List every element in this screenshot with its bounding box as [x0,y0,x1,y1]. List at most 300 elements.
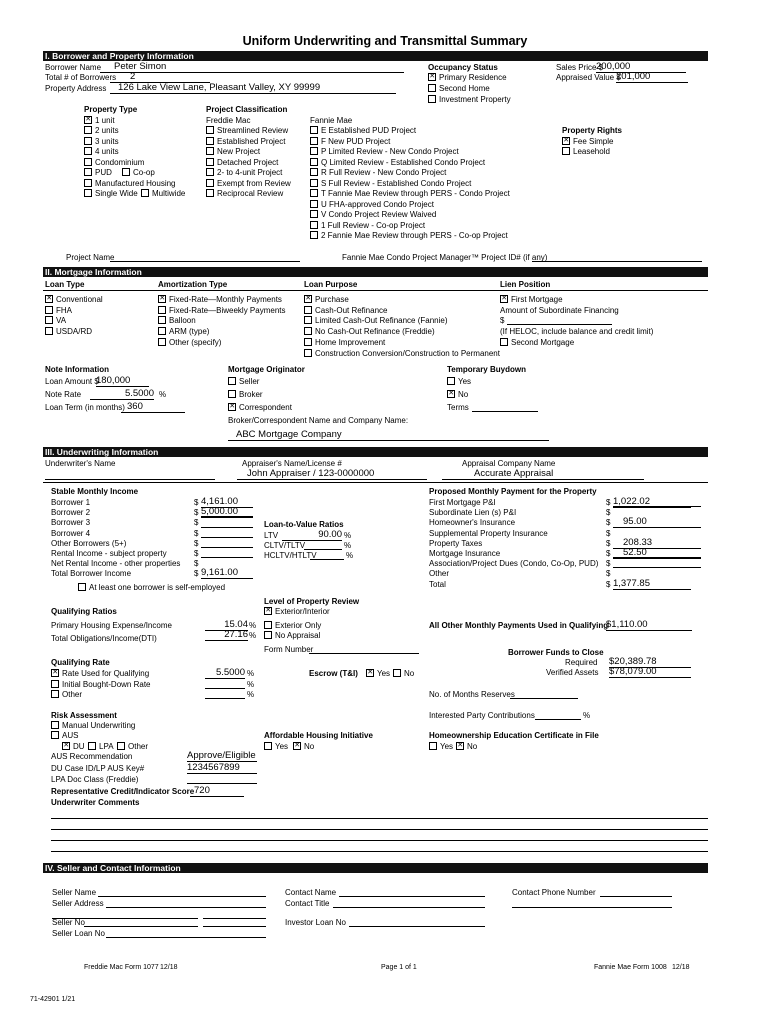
fannie-option[interactable]: T Fannie Mae Review through PERS - Condo Project [310,189,510,198]
qual-rate-used[interactable]: ✕Rate Used for Qualifying [51,669,149,678]
fee-simple[interactable]: ✕Fee Simple [562,137,613,146]
comment-line[interactable] [51,851,708,852]
originator-broker[interactable]: Broker [228,390,263,399]
amort-fixed-monthly[interactable]: ✕Fixed-Rate—Monthly Payments [158,295,282,304]
lien-first-mortgage[interactable]: ✕First Mortgage [500,295,563,304]
payment-row-label: Other [429,569,450,579]
payment-row-label: Total [429,579,446,589]
checkbox-icon [304,316,312,324]
hec-no[interactable]: ✕ No [456,742,477,751]
income-row-value[interactable] [201,527,253,528]
dollar-sign: $ [194,569,199,579]
borrower-name-field[interactable]: Peter Simon [100,61,404,73]
fannie-option[interactable]: U FHA-approved Condo Project [310,200,434,209]
dollar-sign: $ [194,538,199,548]
rep-credit-field[interactable]: 720 [190,785,244,797]
divider [43,482,708,483]
manual-uw[interactable]: Manual Underwriting [51,721,135,730]
dti-field[interactable]: 27.16 [205,629,248,641]
dollar-sign: $ [606,528,611,538]
contact-title-label: Contact Title [285,899,330,908]
checkbox-icon [310,231,318,239]
checkbox-icon [84,147,92,155]
checkbox-icon [51,690,59,698]
amort-arm[interactable]: ARM (type) [158,327,209,336]
all-other-label: All Other Monthly Payments Used in Qualifying [429,621,609,630]
contact-phone-field[interactable] [600,888,672,897]
appraiser-label: Appraiser's Name/License # [242,459,342,468]
fannie-option[interactable]: S Full Review - Established Condo Project [310,179,471,188]
fannie-option[interactable]: R Full Review - New Condo Project [310,168,446,177]
divider [43,290,708,291]
pt-coop[interactable]: Co-op [122,168,155,177]
checkbox-icon [264,621,272,629]
fannie-option[interactable]: Q Limited Review - Established Condo Project [310,158,485,167]
checkbox-icon [428,84,436,92]
underwriter-name-label: Underwriter's Name [45,459,116,468]
seller-no-field[interactable] [84,918,198,927]
checkbox-icon [122,168,130,176]
dollar-sign: $ [194,528,199,538]
checkbox-icon [45,316,53,324]
income-row-label: Rental Income - subject property [51,549,167,558]
payment-row-value[interactable]: 95.00 [613,516,701,528]
comment-line[interactable] [51,829,708,830]
ltv-percent: % [344,531,352,540]
checkbox-icon [310,210,318,218]
fannie-option[interactable]: V Condo Project Review Waived [310,210,436,219]
fannie-option[interactable]: E Established PUD Project [310,126,416,135]
contact-phone-label: Contact Phone Number [512,888,596,897]
payment-row-value[interactable]: 1,022.02 [613,496,691,508]
verified-field[interactable]: $78,079.00 [609,666,691,678]
checkbox-icon [228,403,236,411]
qual-rate-other[interactable]: Other [51,690,82,699]
dollar-sign: $ [606,538,611,548]
broker-name-field[interactable]: ABC Mortgage Company [228,429,549,441]
form-number-field[interactable] [309,645,419,654]
property-type-label: Property Type [84,105,138,114]
checkbox-icon [84,158,92,166]
form-title: Uniform Underwriting and Transmittal Summary [242,34,528,48]
payment-row-value[interactable]: 208.33 [613,537,701,549]
total-borrowers-label: Total # of Borrowers [45,73,117,82]
seller-no-field-b[interactable] [203,918,266,927]
income-row-label: Borrower 1 [51,498,91,507]
loan-amount-label: Loan Amount $ [45,377,99,386]
checkbox-icon [310,200,318,208]
seller-name-field[interactable] [98,888,266,897]
leasehold[interactable]: Leasehold [562,147,610,156]
amort-other[interactable]: Other (specify) [158,338,221,347]
qual-rate-initial[interactable]: Initial Bought-Down Rate [51,680,151,689]
fannie-option[interactable]: 1 Full Review - Co-op Project [310,221,425,230]
comment-line[interactable] [51,840,708,841]
dollar-sign: $ [194,508,199,518]
required-field[interactable]: $20,389.78 [609,656,691,668]
checkbox-icon [51,721,59,729]
dollar-sign: $ [606,518,611,528]
buydown-no[interactable]: ✕No [447,390,468,399]
dollar-sign: $ [606,508,611,518]
checkbox-icon [310,147,318,155]
reserves-field[interactable] [510,690,578,699]
loan-type-label: Loan Type [45,280,85,289]
checkbox-icon [310,168,318,176]
payment-row-value[interactable] [613,527,701,528]
du-case-field[interactable]: 1234567899 [187,762,257,774]
lpr-label: Level of Property Review [264,597,360,606]
checkbox-icon [158,306,166,314]
fannie-pm-field[interactable] [532,253,702,262]
checkbox-icon [117,742,125,750]
checkbox-icon [51,669,59,677]
freddie-option[interactable]: New Project [206,147,260,156]
escrow-label: Escrow (T&I) [309,669,358,678]
income-row-value[interactable]: 5,000.00 [201,506,253,518]
hec-label: Homeownership Education Certificate in File [429,731,599,740]
occupancy-label: Occupancy Status [428,63,498,72]
qual-ratios-label: Qualifying Ratios [51,607,117,616]
checkbox-icon [206,179,214,187]
fannie-mae-label: Fannie Mae [310,116,353,125]
pt-single-wide[interactable]: Single Wide [84,189,138,198]
checkbox-icon [51,731,59,739]
originator-correspondent[interactable]: ✕Correspondent [228,403,292,412]
checkbox-icon [158,327,166,335]
project-class-label: Project Classification [206,105,288,114]
required-label: Required [565,658,598,667]
checkbox-icon [206,189,214,197]
freddie-form-footer: Freddie Mac Form 1077 [84,964,159,971]
fannie-option[interactable]: 2 Fannie Mae Review through PERS - Co-op Project [310,231,508,240]
fannie-option[interactable]: P Limited Review - New Condo Project [310,147,459,156]
checkbox-icon [310,158,318,166]
note-rate-label: Note Rate [45,390,82,399]
uw-comments-label: Underwriter Comments [51,798,140,807]
pt-2units[interactable]: 2 units [84,126,119,135]
other-rate-percent: % [247,690,255,699]
checkbox-icon [304,349,312,357]
section-1-header: I. Borrower and Property Information [45,51,194,61]
purpose-no-cashout[interactable]: No Cash-Out Refinance (Freddie) [304,327,435,336]
appraisal-co-label: Appraisal Company Name [462,459,556,468]
afford-yes[interactable]: Yes [264,742,288,751]
loan-amount-field[interactable]: 180,000 [96,375,149,387]
funds-to-close-label: Borrower Funds to Close [508,648,604,657]
seller-address-label: Seller Address [52,899,104,908]
checkbox-icon [293,742,301,750]
loan-type-va[interactable]: VA [45,316,66,325]
qual-rate-label: Qualifying Rate [51,658,110,667]
freddie-option[interactable]: Detached Project [206,158,278,167]
purpose-limited-cashout[interactable]: Limited Cash-Out Refinance (Fannie) [304,316,448,325]
reserves-label: No. of Months Reserves [429,690,515,699]
income-row-label: Borrower 3 [51,518,91,528]
smi-label: Stable Monthly Income [51,487,139,496]
broker-name-label: Broker/Correspondent Name and Company Name: [228,416,409,425]
purpose-home-improvement[interactable]: Home Improvement [304,338,385,347]
property-address-field[interactable]: 126 Lake View Lane, Pleasant Valley, XY 99999 [110,82,396,94]
payment-row-value[interactable] [613,557,701,558]
checkbox-icon [264,607,272,615]
loan-term-field[interactable]: 360 [121,401,185,413]
dollar-sign: $ [606,559,611,569]
interested-label: Interested Party Contributions [429,711,535,720]
income-row-label: Net Rental Income - other properties [51,559,181,569]
all-other-field[interactable]: $1,110.00 [606,619,692,631]
payment-row-value[interactable] [613,506,701,507]
rep-credit-label: Representative Credit/Indicator Score [51,787,195,796]
section-3-header: III. Underwriting Information [45,447,159,457]
checkbox-icon [304,306,312,314]
income-row-label: Total Borrower Income [51,569,132,579]
seller-no-label: Seller No [52,918,85,927]
buydown-label: Temporary Buydown [447,365,526,374]
freddie-option[interactable]: Reciprocal Review [206,189,283,198]
freddie-option[interactable]: Established Project [206,137,285,146]
terms-label: Terms [447,403,469,412]
income-row-label: Borrower 2 [51,508,91,518]
income-row-value[interactable] [201,537,253,538]
initial-rate-field[interactable] [205,680,245,689]
cltv-field[interactable] [304,541,342,550]
checkbox-icon [264,742,272,750]
checkbox-icon [428,73,436,81]
escrow-yes[interactable]: ✕ Yes [366,669,390,678]
ppm-label: Proposed Monthly Payment for the Property [429,487,597,496]
aus-other[interactable]: Other [117,742,148,751]
checkbox-icon [62,742,70,750]
checkbox-icon [206,137,214,145]
amort-balloon[interactable]: Balloon [158,316,196,325]
payment-row-label: Homeowner's Insurance [429,518,516,528]
loan-type-conventional[interactable]: ✕Conventional [45,295,103,304]
qual-rate-field[interactable]: 5.5000 [205,667,245,679]
checkbox-icon [158,316,166,324]
aus-du[interactable]: ✕DU [62,742,85,751]
payment-row-label: Subordinate Lien (s) P&I [429,508,517,518]
contact-name-field[interactable] [339,888,485,897]
aus-rec-field[interactable]: Approve/Eligible [187,750,256,761]
seller-address-field[interactable] [106,899,266,908]
occupancy-primary[interactable]: ✕Primary Residence [428,73,507,82]
sub-financing-label: Amount of Subordinate Financing [500,306,619,315]
checkbox-icon [158,295,166,303]
section-4-header: IV. Seller and Contact Information [45,863,181,873]
pt-4units[interactable]: 4 units [84,147,119,156]
pt-3units[interactable]: 3 units [84,137,119,146]
originator-seller[interactable]: Seller [228,377,259,386]
dollar-sign: $ [606,549,611,558]
lien-second-mortgage[interactable]: Second Mortgage [500,338,574,347]
buydown-yes[interactable]: Yes [447,377,471,386]
checkbox-icon [310,189,318,197]
section-2-header-bar [43,267,708,277]
dti-label: Total Obligations/Income(DTI) [51,634,157,643]
freddie-option[interactable]: Exempt from Review [206,179,291,188]
amort-fixed-biweekly[interactable]: Fixed-Rate—Biweekly Payments [158,306,285,315]
hcltv-label: HCLTV/HTLTV [264,551,317,560]
aus-rec-label: AUS Recommendation [51,752,133,761]
housing-ratio-percent: % [249,621,257,630]
terms-field[interactable] [472,403,538,412]
payment-row-value[interactable]: 52.50 [613,547,701,559]
checkbox-icon [310,137,318,145]
checkbox-icon [141,189,149,197]
pt-condo[interactable]: Condominium [84,158,144,167]
appraisal-co-field[interactable]: Accurate Appraisal [442,468,644,480]
pt-pud[interactable]: PUD [84,168,112,177]
checkbox-icon [206,126,214,134]
purpose-construction[interactable]: Construction Conversion/Construction to Permanent [304,349,500,358]
dollar-sign: $ [194,498,199,507]
occupancy-investment[interactable]: Investment Property [428,95,511,104]
loan-term-label: Loan Term (in months) [45,403,125,412]
payment-row-value[interactable] [613,567,701,568]
form-number-label: Form Number [264,645,314,654]
section-2-header: II. Mortgage Information [45,267,142,277]
dti-percent: % [249,631,257,640]
housing-ratio-field[interactable]: 15.04 [205,619,248,631]
note-info-label: Note Information [45,365,109,374]
loan-type-fha[interactable]: FHA [45,306,72,315]
total-borrowers-field[interactable]: 2 [110,71,210,83]
aus-option[interactable]: AUS [51,731,78,740]
income-row-label: Borrower 4 [51,528,91,538]
page-number: Page 1 of 1 [381,964,417,971]
loan-purpose-label: Loan Purpose [304,280,358,289]
heloc-note: (If HELOC, include balance and credit limit) [500,327,654,336]
cltv-percent: % [344,541,352,550]
comment-line[interactable] [51,818,708,819]
sub-financing-field[interactable] [507,316,612,325]
purpose-purchase[interactable]: ✕Purchase [304,295,349,304]
dollar-sign: $ [606,498,611,507]
qual-rate-percent: % [247,669,255,678]
checkbox-icon [456,742,464,750]
pt-1unit[interactable]: ✕1 unit [84,116,115,125]
checkbox-icon [228,377,236,385]
hcltv-field[interactable] [310,551,344,560]
project-name-label: Project Name [66,253,115,262]
income-row-value[interactable]: 4,161.00 [201,496,253,508]
property-address-label: Property Address [45,84,107,93]
income-row-value[interactable] [201,557,253,558]
occupancy-second[interactable]: Second Home [428,84,490,93]
initial-rate-percent: % [247,680,255,689]
checkbox-icon [304,295,312,303]
income-row-value[interactable] [201,547,253,548]
checkbox-icon [264,631,272,639]
pt-manufactured[interactable]: Manufactured Housing [84,179,176,188]
lien-position-label: Lien Position [500,280,551,289]
checkbox-icon [428,95,436,103]
payment-row-label: Supplemental Property Insurance [429,528,548,538]
lpr-no-appraisal[interactable]: No Appraisal [264,631,320,640]
freddie-date-footer: 12/18 [160,964,178,971]
escrow-no[interactable]: No [393,669,414,678]
checkbox-icon [84,126,92,134]
dollar-sign: $ [194,549,199,558]
dollar-sign: $ [606,569,611,579]
payment-row-label: Association/Project Dues (Condo, Co-Op, PUD) [429,559,599,569]
seller-name-label: Seller Name [52,888,97,897]
hcltv-percent: % [346,551,354,560]
appraised-field[interactable]: 201,000 [616,71,688,83]
fannie-form-footer: Fannie Mae Form 1008 [594,964,667,971]
interested-field[interactable] [535,711,581,720]
dollar-sign: $ [606,579,611,589]
afford-no[interactable]: ✕ No [293,742,314,751]
investor-loan-label: Investor Loan No [285,918,346,927]
underwriter-name-field[interactable] [45,471,215,480]
verified-label: Verified Assets [546,668,599,677]
hec-yes[interactable]: Yes [429,742,453,751]
lpr-exterior-only[interactable]: Exterior Only [264,621,321,630]
contact-phone-field-2[interactable] [512,899,672,908]
income-row-value[interactable] [201,516,253,517]
originator-label: Mortgage Originator [228,365,305,374]
cltv-label: CLTV/TLTV [264,541,306,550]
other-rate-field[interactable] [205,690,245,699]
risk-label: Risk Assessment [51,711,117,720]
appraiser-field[interactable]: John Appraiser / 123-0000000 [237,468,427,480]
self-employed[interactable]: At least one borrower is self-employed [78,583,225,592]
fannie-pm-label: Fannie Mae Condo Project Manager™ Project ID# (if any) [342,253,548,262]
checkbox-icon [158,338,166,346]
checkbox-icon [84,189,92,197]
checkbox-icon [206,147,214,155]
checkbox-icon [228,390,236,398]
fannie-option[interactable]: F New PUD Project [310,137,390,146]
contact-title-field[interactable] [333,899,485,908]
project-name-field[interactable] [110,253,300,262]
checkbox-icon [447,377,455,385]
investor-loan-field[interactable] [349,918,485,927]
checkbox-icon [84,168,92,176]
loan-type-usda[interactable]: USDA/RD [45,327,92,336]
ltv-field[interactable]: 90.00 [282,529,342,541]
seller-loan-no-label: Seller Loan No [52,929,105,938]
freddie-option[interactable]: 2- to 4-unit Project [206,168,282,177]
freddie-option[interactable]: Streamlined Review [206,126,288,135]
sales-price-field[interactable]: 200,000 [596,61,686,73]
amort-label: Amortization Type [158,280,228,289]
checkbox-icon [310,179,318,187]
property-rights-label: Property Rights [562,126,623,135]
appraised-label: Appraised Value $ [556,73,621,82]
lpr-exterior-interior[interactable]: ✕Exterior/Interior [264,607,330,616]
pt-multiwide[interactable]: Multiwide [141,189,185,198]
note-rate-field[interactable]: 5.5000 [90,388,154,400]
checkbox-icon [78,583,86,591]
form-code: 71-42901 1/21 [30,996,76,1003]
purpose-cashout[interactable]: Cash-Out Refinance [304,306,387,315]
dollar-sign: $ [194,559,199,569]
income-row-value[interactable]: 9,161.00 [201,567,253,579]
aus-lpa[interactable]: LPA [88,742,114,751]
lpa-doc-field[interactable] [187,775,257,784]
checkbox-icon [206,168,214,176]
checkbox-icon [84,179,92,187]
sales-price-label: Sales Price $ [556,63,604,72]
checkbox-icon [45,327,53,335]
payment-row-value[interactable]: 1,377.85 [613,578,691,590]
seller-loan-no-field[interactable] [106,929,266,938]
checkbox-icon [84,116,92,124]
checkbox-icon [366,669,374,677]
